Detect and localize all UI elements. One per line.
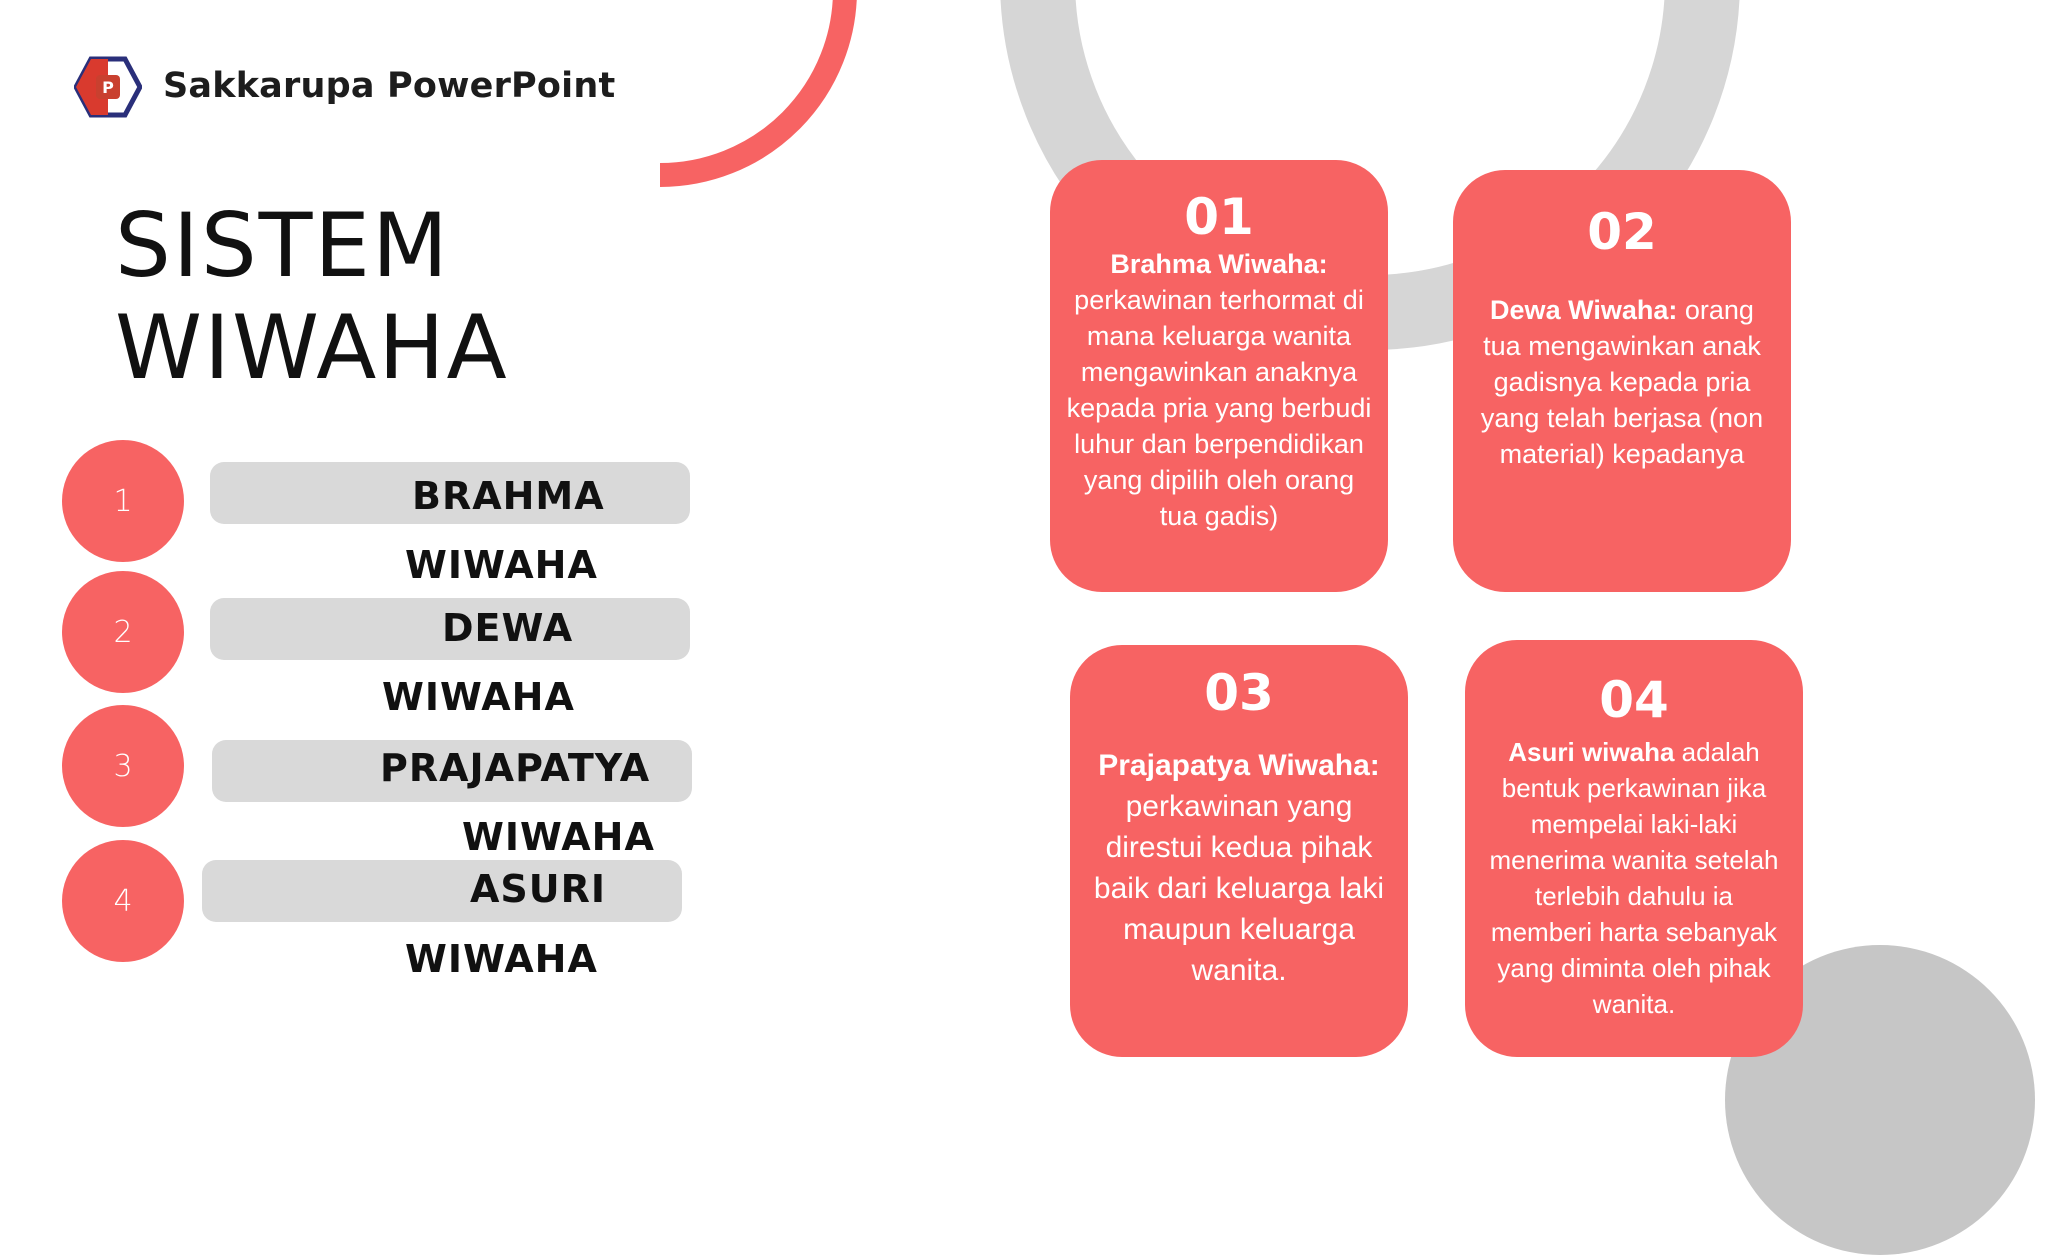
card-01 <box>1050 160 1388 592</box>
card-02-heading: Dewa Wiwaha: <box>1490 295 1678 325</box>
list-number-1: 1 <box>62 440 184 562</box>
list-label-1-top: BRAHMA <box>412 474 605 518</box>
card-04 <box>1465 640 1803 1057</box>
card-01-heading: Brahma Wiwaha: <box>1110 249 1328 279</box>
list-label-1-bottom: WIWAHA <box>405 543 598 587</box>
card-03-number: 03 <box>1204 664 1274 722</box>
card-01-body: perkawinan terhormat di mana keluarga wanita mengawinkan anaknya kepada pria yang berbudi luhur dan berpendidikan yang dipilih oleh orang tua gadis) <box>1066 285 1372 531</box>
list-label-4-bottom: WIWAHA <box>405 937 598 981</box>
brand-name: Sakkarupa PowerPoint <box>163 66 616 106</box>
card-03-heading: Prajapatya Wiwaha: <box>1098 749 1380 782</box>
list-label-2-top: DEWA <box>442 606 574 650</box>
list-number-3: 3 <box>62 705 184 827</box>
card-03-body: perkawinan yang direstui kedua pihak baik dari keluarga laki maupun keluarga wanita. <box>1093 790 1385 987</box>
title-line-2: WIWAHA <box>115 296 509 399</box>
list-number-4: 4 <box>62 840 184 962</box>
page-title <box>115 195 509 399</box>
card-01-number: 01 <box>1184 188 1254 246</box>
list-label-3-top: PRAJAPATYA <box>380 746 651 790</box>
card-04-body: adalah bentuk perkawinan jika mempelai laki-laki menerima wanita setelah terlebih dahulu ia memberi harta sebanyak yang diminta oleh pihak wanita. <box>1489 737 1779 1019</box>
card-02-number: 02 <box>1587 203 1657 261</box>
decorative-red-arc <box>640 0 880 220</box>
list-label-4-top: ASURI <box>470 867 607 911</box>
logo-letter: P <box>102 78 114 97</box>
card-04-heading: Asuri wiwaha <box>1508 737 1675 767</box>
list-label-2-bottom: WIWAHA <box>382 675 575 719</box>
card-03 <box>1070 645 1408 1057</box>
card-02 <box>1453 170 1791 592</box>
title-line-1: SISTEM <box>115 194 450 297</box>
list-pill-4 <box>202 860 682 922</box>
card-02-body: orang tua mengawinkan anak gadisnya kepada pria yang telah berjasa (non material) kepadanya <box>1480 295 1764 469</box>
card-04-number: 04 <box>1599 671 1669 729</box>
list-number-2: 2 <box>62 571 184 693</box>
powerpoint-hexagon-icon <box>74 56 142 118</box>
list-label-3-bottom: WIWAHA <box>462 815 655 859</box>
